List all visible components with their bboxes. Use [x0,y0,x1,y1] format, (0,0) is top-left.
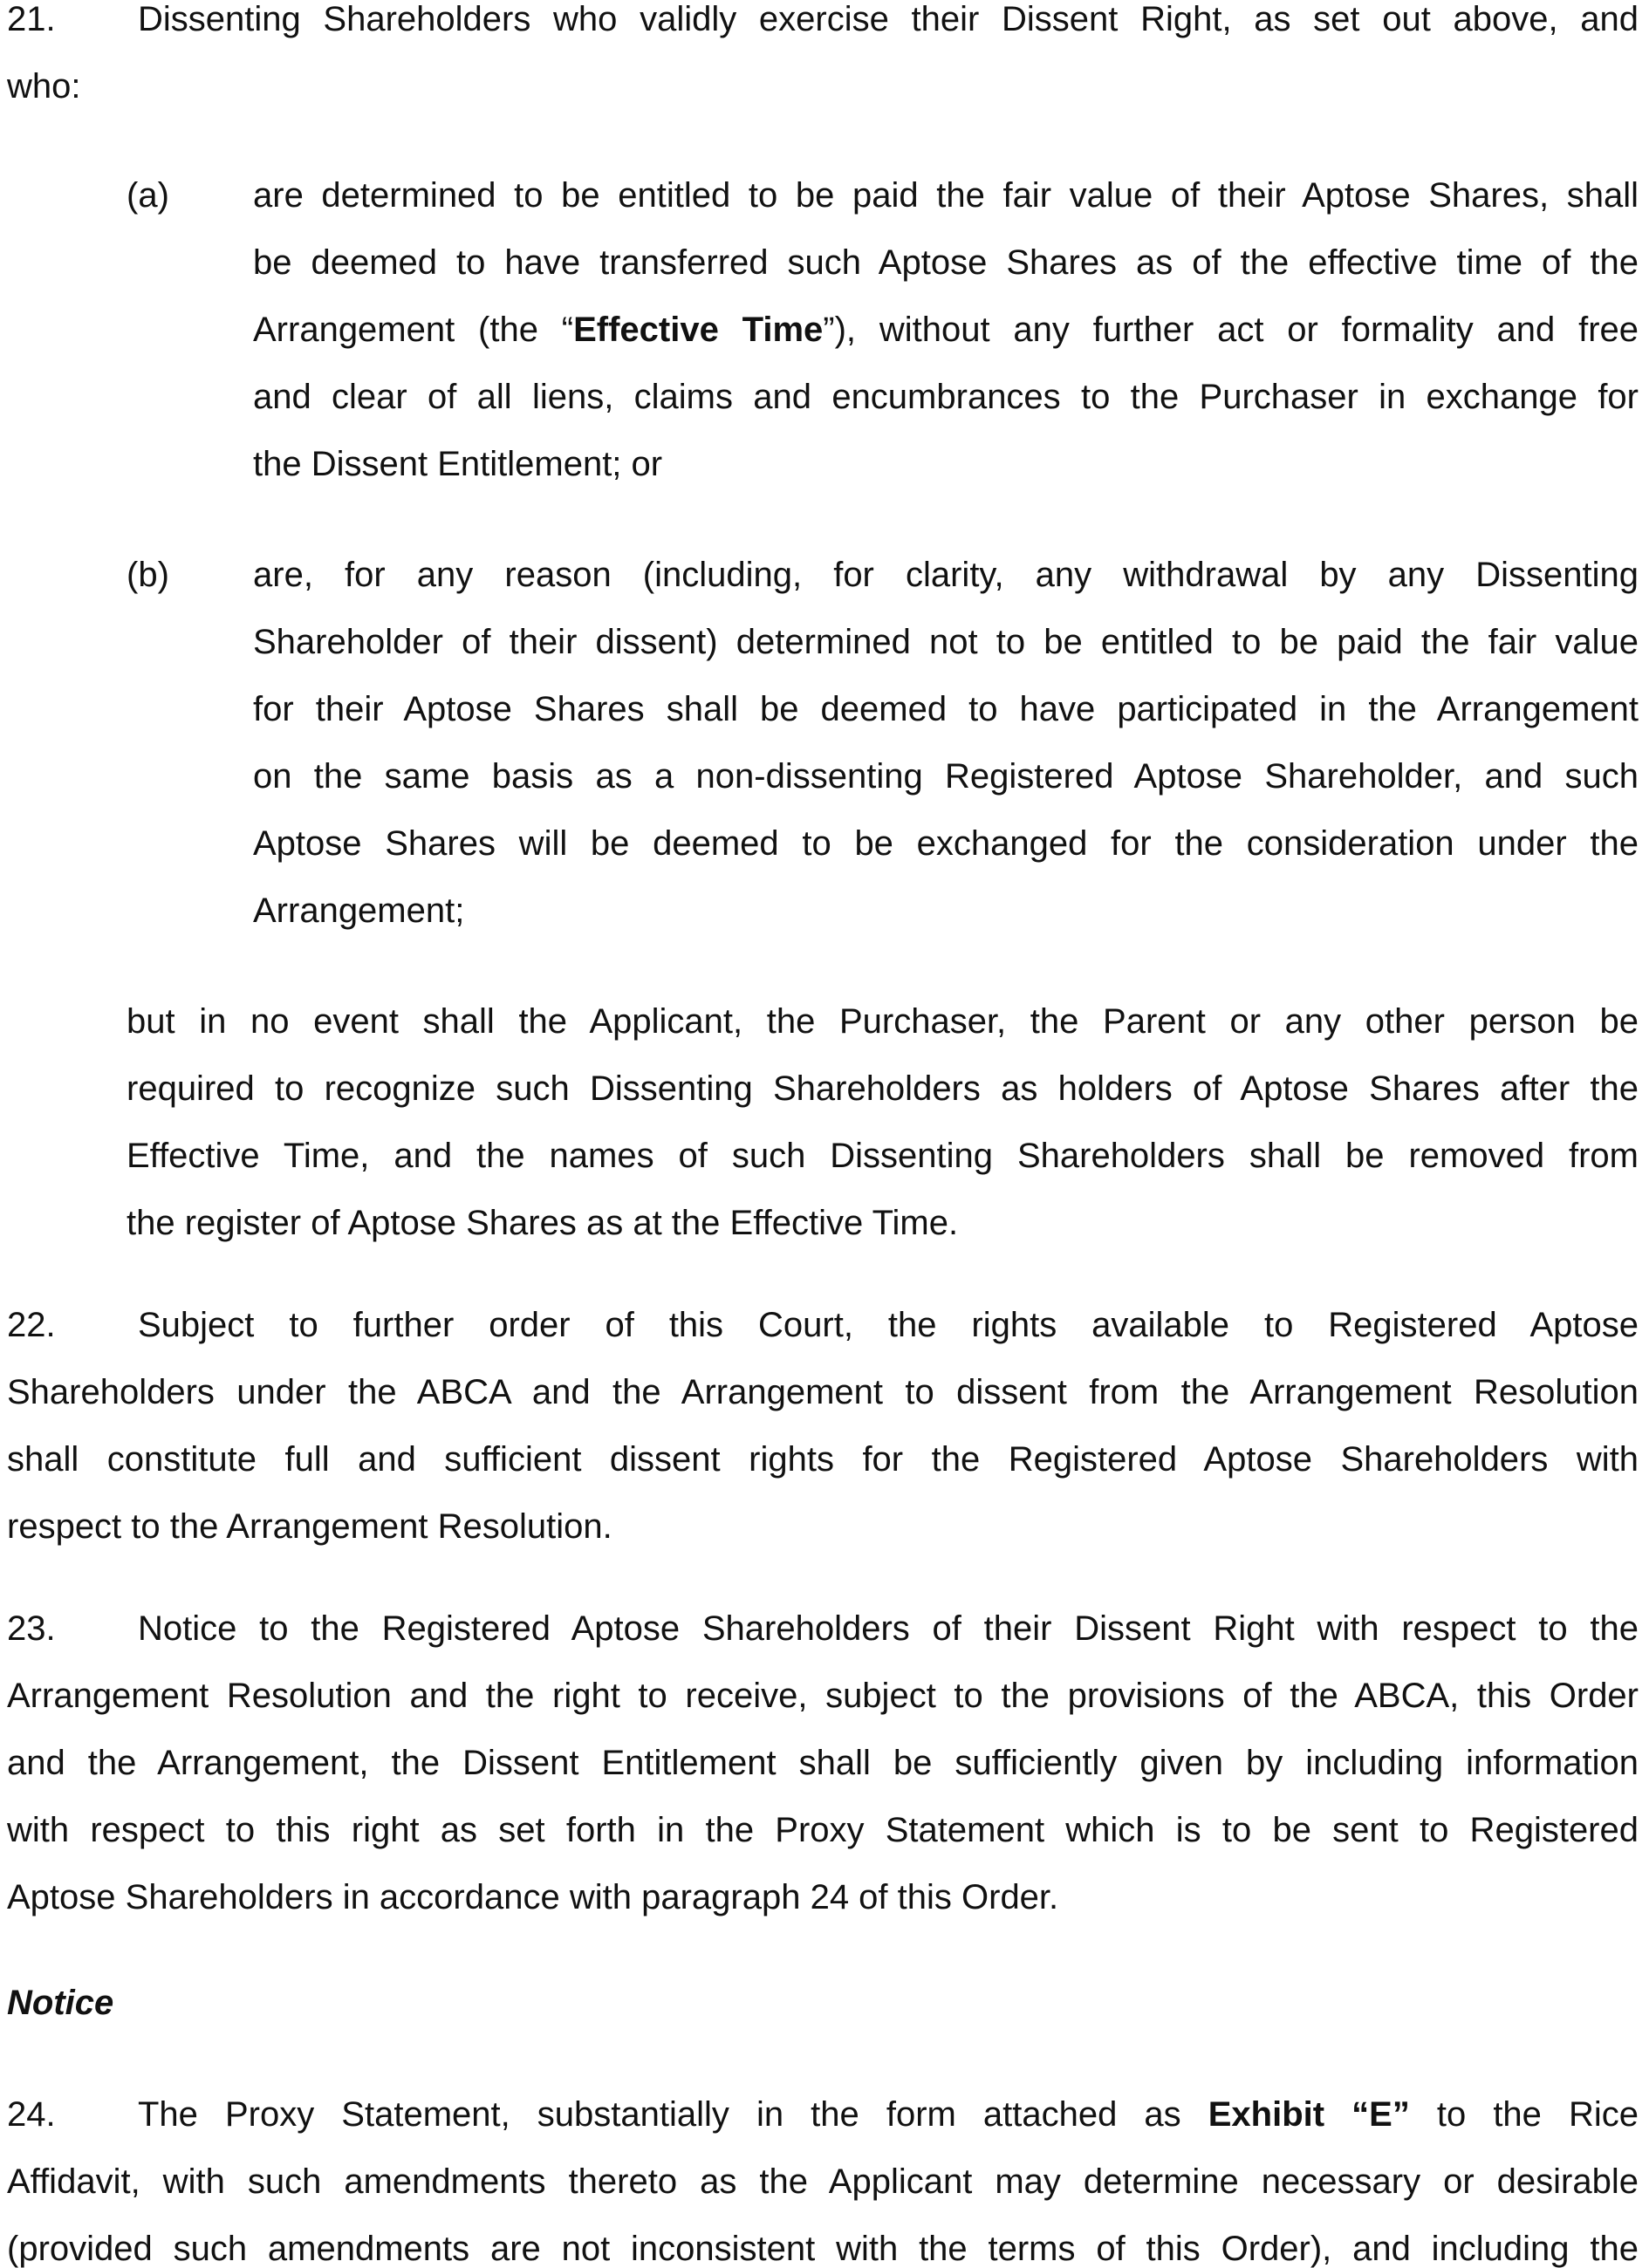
text-line: Shareholder of their dissent) determined not to be entitled to be paid the fair value [253,623,1639,661]
text-line [7,1292,1639,1359]
text-line: Arrangement Resolution and the right to receive, subject to the provisions of the ABCA, this Order [7,1677,1639,1715]
text-line-content: Dissenting Shareholders who validly exercise their Dissent Right, as set out above, and [138,0,1639,38]
text-line: be deemed to have transferred such Aptose Shares as of the effective time of the [253,243,1639,282]
paragraph-number: 23. [7,1609,56,1648]
text-line: Aptose Shareholders in accordance with paragraph 24 of this Order. [7,1878,1059,1916]
paragraph-number: 22. [7,1306,56,1344]
text-line-content: The Proxy Statement, substantially in the form attached as Exhibit “E” to the Rice [138,2095,1639,2134]
text-line-content: Subject to further order of this Court, the rights available to Registered Aptose [138,1306,1639,1344]
text-line [127,162,1639,229]
text-line-content: are determined to be entitled to be paid the fair value of their Aptose Shares, shall [253,176,1639,215]
list-marker-a: (a) [127,176,169,215]
text-line: Shareholders under the ABCA and the Arrangement to dissent from the Arrangement Resolution [7,1373,1639,1411]
text-line: Arrangement; [253,891,465,930]
text-line: required to recognize such Dissenting Shareholders as holders of Aptose Shares after the [127,1069,1639,1108]
paragraph-23 [7,1595,1639,1931]
subparagraph-b [127,542,1639,945]
text-line: (provided such amendments are not inconsistent with the terms of this Order), and including the [7,2230,1639,2268]
text-line: Effective Time, and the names of such Dissenting Shareholders shall be removed from [127,1137,1639,1175]
text-line: Affidavit, with such amendments thereto as the Applicant may determine necessary or desirable [7,2162,1639,2201]
text-line [7,1595,1639,1663]
section-heading-notice: Notice [7,1984,114,2022]
text-line: the register of Aptose Shares as at the Effective Time. [127,1204,959,1242]
text-line: the Dissent Entitlement; or [253,445,663,483]
text-line: respect to the Arrangement Resolution. [7,1507,612,1546]
text-line: on the same basis as a non-dissenting Registered Aptose Shareholder, and such [253,757,1639,796]
paragraph-number: 24. [7,2095,56,2134]
text-line: but in no event shall the Applicant, the Purchaser, the Parent or any other person be [127,1002,1639,1041]
text-line: and the Arrangement, the Dissent Entitlement shall be sufficiently given by including information [7,1744,1639,1782]
list-marker-b: (b) [127,556,169,594]
paragraph-24 [7,2081,1639,2268]
text-line: for their Aptose Shares shall be deemed to have participated in the Arrangement [253,690,1639,728]
paragraph-number: 21. [7,0,56,38]
text-line [7,0,1639,53]
text-line-content: Notice to the Registered Aptose Shareholders of their Dissent Right with respect to the [138,1609,1639,1648]
text-line: shall constitute full and sufficient dissent rights for the Registered Aptose Shareholders with [7,1440,1639,1479]
text-line [7,2081,1639,2148]
text-line: Aptose Shares will be deemed to be exchanged for the consideration under the [253,824,1639,863]
text-line [127,542,1639,609]
subparagraph-a [127,162,1639,498]
text-line: who: [7,67,81,106]
text-line: and clear of all liens, claims and encumbrances to the Purchaser in exchange for [253,378,1639,416]
text-line: Arrangement (the “Effective Time”), without any further act or formality and free [253,311,1639,349]
paragraph-21-closing [127,988,1639,1257]
text-line: with respect to this right as set forth in the Proxy Statement which is to be sent to Registered [7,1811,1639,1849]
text-line-content: are, for any reason (including, for clarity, any withdrawal by any Dissenting [253,556,1639,594]
paragraph-22 [7,1292,1639,1561]
paragraph-21 [7,0,1639,120]
